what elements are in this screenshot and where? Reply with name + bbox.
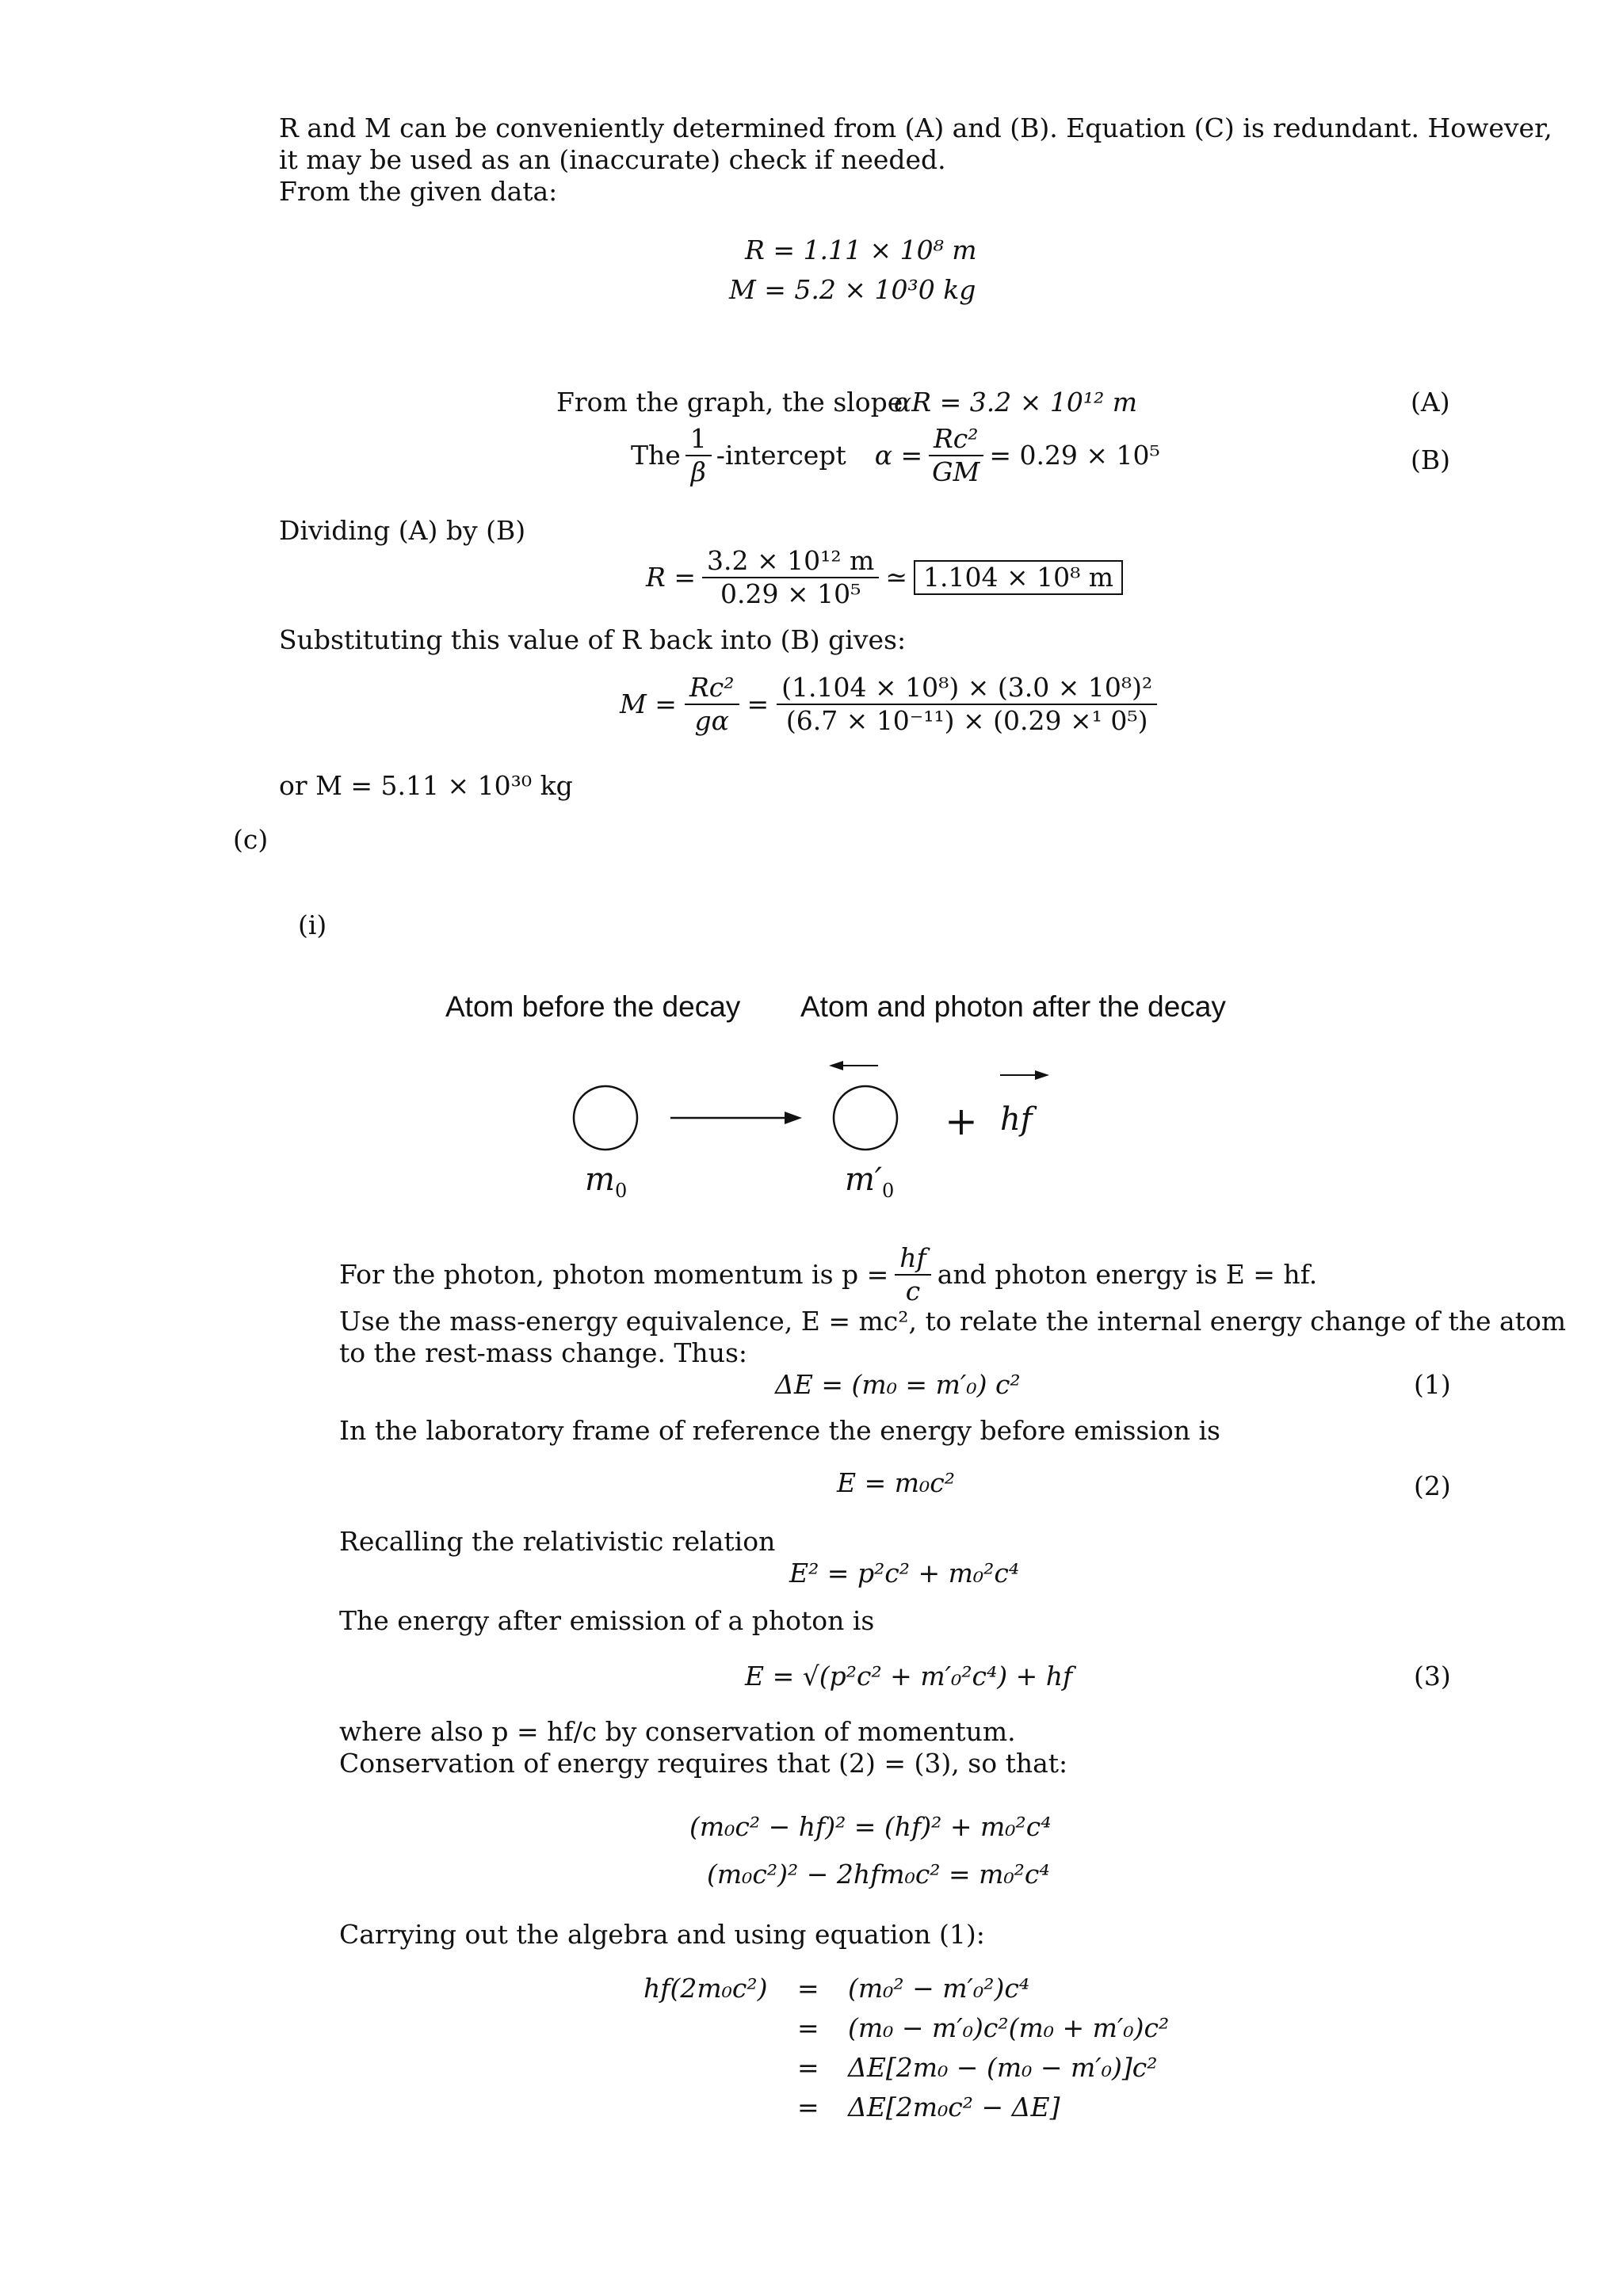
eq-sign-2: = xyxy=(797,2012,819,2043)
atom-after-circle xyxy=(834,1086,897,1150)
alpha-numerator: Rc² xyxy=(929,423,983,456)
r-result-box: 1.104 × 10⁸ m xyxy=(914,560,1123,595)
given-m-equation: M = 5.2 × 10³0 kg xyxy=(729,274,976,305)
m0-label: $m_0$ xyxy=(585,1161,628,1202)
equation-2: E = m₀c² xyxy=(837,1467,955,1498)
diagram-title-before: Atom before the decay xyxy=(445,990,741,1023)
hf-over-c xyxy=(895,1242,930,1307)
photon-arrow xyxy=(1000,1070,1049,1080)
equation-tag-2: (2) xyxy=(1414,1470,1451,1501)
rest-mass-line: to the rest-mass change. Thus: xyxy=(339,1337,747,1368)
mass-energy-line: Use the mass-energy equivalence, E = mc², to relate the internal energy change of the atom xyxy=(339,1306,1567,1337)
alpha-rhs: = 0.29 × 10⁵ xyxy=(989,440,1160,471)
alpha-denominator: GM xyxy=(932,456,980,487)
fraction-denominator: β xyxy=(690,456,706,487)
m-result: or M = 5.11 × 10³⁰ kg xyxy=(279,770,573,801)
atom-before-circle xyxy=(574,1086,637,1150)
photon-momentum-line xyxy=(339,1242,1317,1307)
equation-tag-a: (A) xyxy=(1411,387,1450,418)
plus-sign: + xyxy=(945,1098,978,1144)
intro-line-1: R and M can be conveniently determined from (A) and (B). Equation (C) is redundant. However, xyxy=(279,113,1552,143)
equation-tag-3: (3) xyxy=(1414,1661,1451,1691)
equation-tag-b: (B) xyxy=(1411,444,1450,475)
galpha-denominator: gα xyxy=(694,705,729,736)
dividing-numerator: 3.2 × 10¹² m xyxy=(702,545,879,578)
relativistic-equation: E² = p²c² + m₀²c⁴ xyxy=(789,1558,1020,1589)
hf-numerator: hf xyxy=(895,1242,930,1276)
intro-line-3: From the given data: xyxy=(279,176,558,207)
numeric-denominator: (6.7 × 10⁻¹¹) × (0.29 ×¹ 0⁵) xyxy=(785,705,1148,736)
photon-text-a: For the photon, photon momentum is p = xyxy=(339,1259,889,1290)
slope-text: From the graph, the slope xyxy=(556,387,903,418)
given-r-equation: R = 1.11 × 10⁸ m xyxy=(745,235,977,265)
numeric-numerator: (1.104 × 10⁸) × (3.0 × 10⁸)² xyxy=(777,672,1157,705)
final-rhs-2: (m₀ − m′₀)c²(m₀ + m′₀)c² xyxy=(848,2012,1170,2043)
intercept-prefix: The xyxy=(631,440,681,471)
hf-label: hf xyxy=(1000,1101,1033,1138)
equation-4: (m₀c² − hf)² = (hf)² + m₀²c⁴ xyxy=(689,1811,1052,1842)
decay-arrow xyxy=(670,1112,802,1124)
equation-1: ΔE = (m₀ = m′₀) c² xyxy=(775,1369,1021,1400)
eq-sign-4: = xyxy=(797,2092,819,2122)
dividing-lhs: R = xyxy=(646,562,696,593)
substituting-text: Substituting this value of R back into (B) gives: xyxy=(279,624,907,655)
part-c-label: (c) xyxy=(233,824,269,855)
final-lhs: hf(2m₀c²) xyxy=(643,1973,768,2004)
equation-5: (m₀c²)² − 2hfm₀c² = m₀²c⁴ xyxy=(707,1859,1050,1890)
slope-equation: αR = 3.2 × 10¹² m xyxy=(894,387,1138,418)
part-i-label: (i) xyxy=(298,910,327,940)
intercept-suffix: -intercept xyxy=(716,440,846,471)
alpha-lhs: α = xyxy=(874,440,923,471)
fraction-numerator: 1 xyxy=(685,423,712,456)
c-denominator: c xyxy=(905,1276,921,1306)
rc2-numerator: Rc² xyxy=(685,672,739,705)
recoil-arrow xyxy=(829,1061,878,1070)
intro-line-2: it may be used as an (inaccurate) check if needed. xyxy=(279,144,946,175)
equation-tag-1: (1) xyxy=(1414,1369,1451,1400)
final-rhs-3: ΔE[2m₀ − (m₀ − m′₀)]c² xyxy=(848,2052,1158,2083)
dividing-text: Dividing (A) by (B) xyxy=(279,515,526,546)
approx-symbol: ≃ xyxy=(885,562,907,593)
substituting-lhs: M = xyxy=(620,688,677,719)
relativistic-text: Recalling the relativistic relation xyxy=(339,1526,776,1557)
photon-text-b: and photon energy is E = hf. xyxy=(937,1259,1318,1290)
lab-frame-text: In the laboratory frame of reference the energy before emission is xyxy=(339,1415,1220,1446)
eq-sign-3: = xyxy=(797,2052,819,2083)
diagram-title-after: Atom and photon after the decay xyxy=(800,990,1226,1023)
eq-sign-1: = xyxy=(797,1973,819,2004)
equation-3: E = √(p²c² + m′₀²c⁴) + hf xyxy=(745,1661,1073,1691)
final-rhs-1: (m₀² − m′₀²)c⁴ xyxy=(848,1973,1030,2004)
momentum-conservation-text: where also p = hf/c by conservation of momentum. xyxy=(339,1716,1016,1747)
m0-prime-label: $m'_0$ xyxy=(845,1161,895,1202)
substituting-equals: = xyxy=(747,688,769,719)
algebra-text: Carrying out the algebra and using equation (1): xyxy=(339,1919,985,1950)
energy-conservation-text: Conservation of energy requires that (2) = (3), so that: xyxy=(339,1748,1068,1779)
dividing-denominator: 0.29 × 10⁵ xyxy=(720,578,861,609)
final-rhs-4: ΔE[2m₀c² − ΔE] xyxy=(848,2092,1060,2122)
after-emission-text: The energy after emission of a photon is xyxy=(339,1605,875,1636)
